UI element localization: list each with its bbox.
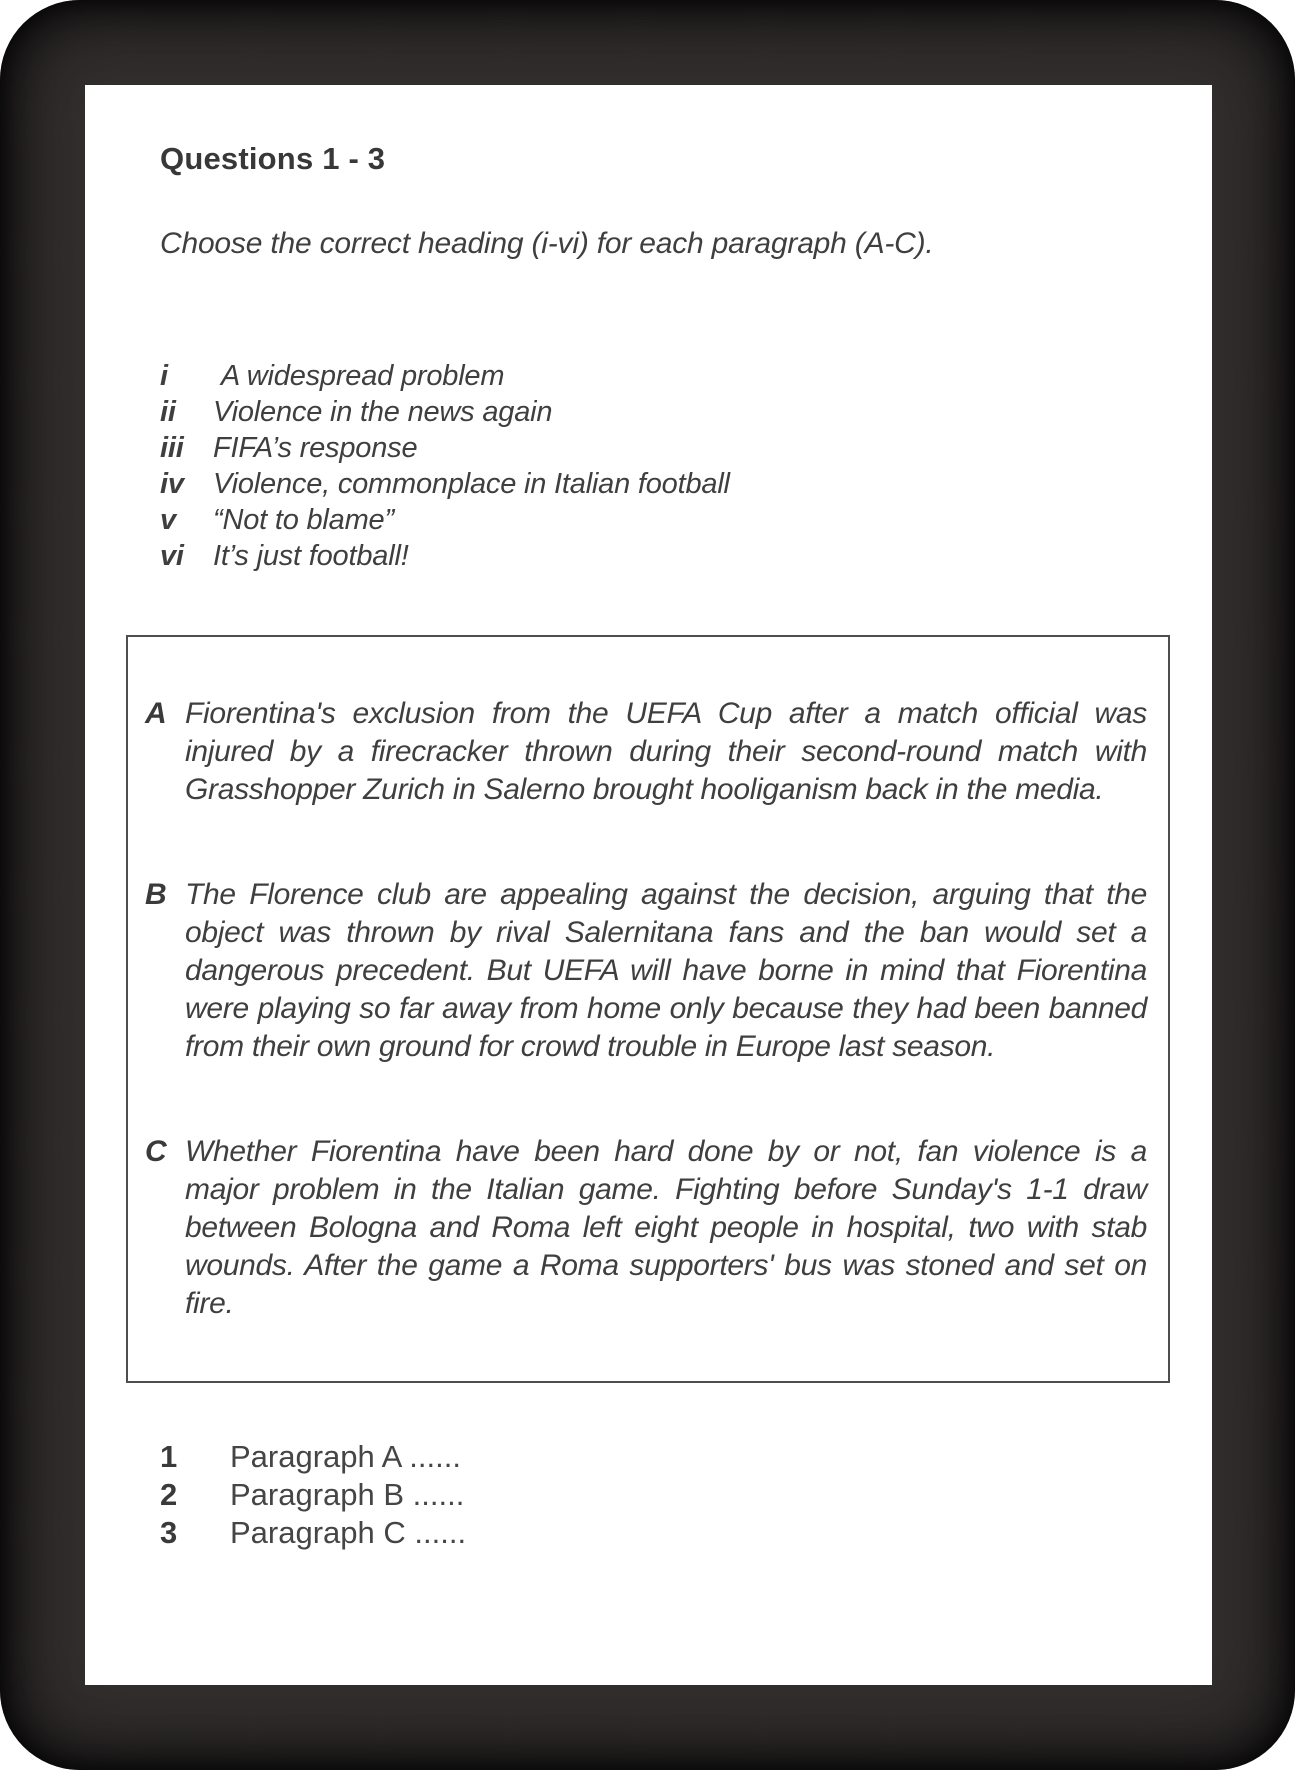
paragraph-label: C [145, 1135, 167, 1168]
heading-option-ii [160, 394, 1212, 430]
questions-list [160, 1438, 1212, 1552]
question-2 [160, 1476, 1212, 1514]
question-1 [160, 1438, 1212, 1476]
heading-label: A widespread problem [213, 360, 505, 392]
paragraph-text: Whether Fiorentina have been hard done by or not, fan violence is a major problem in the Italian game. Fighting before Sunday's 1-1 draw between Bologna and Roma left eight people in hospital, two with stab wounds. After the game a Roma supporters' bus was stoned and set on fire. [185, 1135, 1147, 1320]
heading-numeral: i [160, 360, 168, 392]
worksheet-page [85, 85, 1212, 1685]
heading-option-iii [160, 430, 1212, 466]
headings-list [160, 358, 1212, 574]
heading-label: It’s just football! [213, 540, 409, 572]
paragraph-a [145, 695, 1147, 809]
paragraph-text: Fiorentina's exclusion from the UEFA Cup after a match official was injured by a firecracker thrown during their second-round match with Grasshopper Zurich in Salerno brought hooliganism back in the media. [185, 697, 1147, 806]
paragraph-b [145, 876, 1147, 1066]
heading-option-iv [160, 466, 1212, 502]
heading-option-vi [160, 538, 1212, 574]
question-blank: Paragraph B ...... [230, 1477, 465, 1512]
question-number: 3 [160, 1515, 178, 1550]
heading-numeral: iii [160, 432, 184, 464]
heading-label: Violence in the news again [213, 396, 553, 428]
heading-label: FIFA’s response [213, 432, 418, 464]
paragraph-label: A [145, 697, 167, 730]
heading-option-v [160, 502, 1212, 538]
question-number: 2 [160, 1477, 178, 1512]
passage-box [126, 635, 1170, 1383]
instruction-text: Choose the correct heading (i-vi) for each paragraph (A-C). [160, 227, 934, 260]
heading-numeral: ii [160, 396, 176, 428]
heading-option-i [160, 358, 1212, 394]
question-blank: Paragraph C ...... [230, 1515, 467, 1550]
paragraph-text: The Florence club are appealing against the decision, arguing that the object was thrown by rival Salernitana fans and the ban would set a dangerous precedent. But UEFA will have borne in mind that Fiorentina were playing so far away from home only because they had been banned from their own ground for crowd trouble in Europe last season. [185, 878, 1147, 1063]
paragraph-c [145, 1133, 1147, 1323]
heading-label: Violence, commonplace in Italian football [213, 468, 730, 500]
question-blank: Paragraph A ...... [230, 1439, 461, 1474]
heading-label: “Not to blame” [213, 504, 394, 536]
page-title: Questions 1 - 3 [160, 141, 386, 176]
paragraph-label: B [145, 878, 167, 911]
question-3 [160, 1514, 1212, 1552]
heading-numeral: vi [160, 540, 184, 572]
heading-numeral: v [160, 504, 176, 536]
question-number: 1 [160, 1439, 178, 1474]
heading-numeral: iv [160, 468, 184, 500]
